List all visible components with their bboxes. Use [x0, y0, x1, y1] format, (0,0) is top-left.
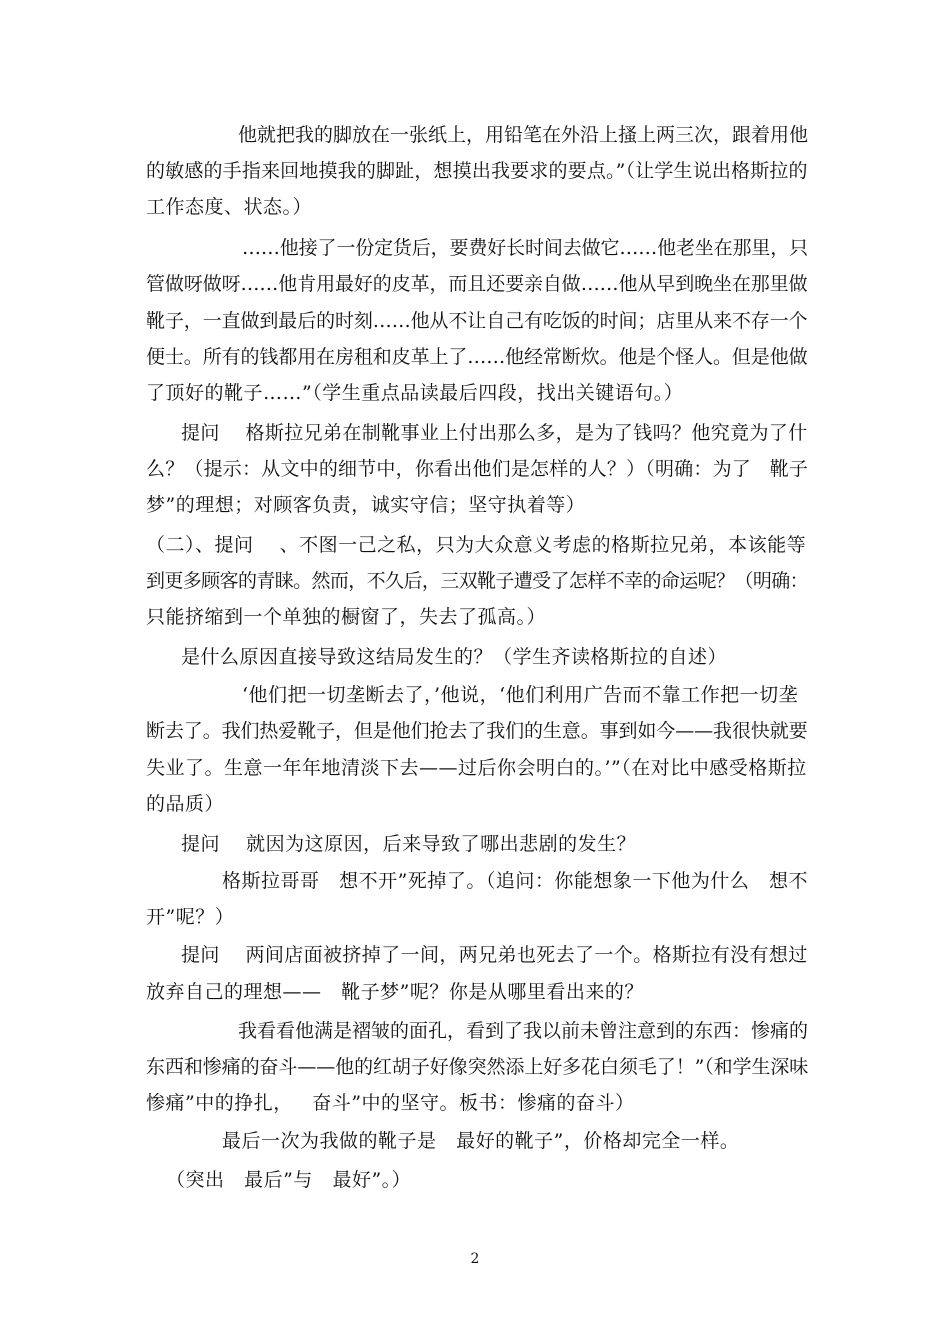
text-line: 管做呀做呀……他肯用最好的皮革，而且还要亲自做……他从早到晚坐在那里做: [146, 273, 808, 295]
text-line: 便士。所有的钱都用在房租和皮革上了……他经常断炊。他是个怪人。但是他做: [146, 346, 808, 368]
text-line: 是什么原因直接导致这结局发生的？（学生齐读格斯拉的自述）: [181, 646, 728, 668]
text-line: 靴子，一直做到最后的时刻……他从不让自己有吃饭的时间；店里从来不存一个: [146, 310, 808, 332]
text-line: 放弃自己的理想—— 靴子梦”呢？你是从哪里看出来的？: [146, 981, 644, 1003]
text-line: 提问 两间店面被挤掉了一间，两兄弟也死去了一个。格斯拉有没有想过: [181, 944, 808, 966]
text-line: 么？（提示：从文中的细节中，你看出他们是怎样的人？）（明确：为了 靴子: [146, 458, 809, 480]
text-line: 失业了。生意一年年地清淡下去——过后你会明白的。’”（在对比中感受格斯拉: [146, 757, 807, 779]
text-line: 最后一次为我做的靴子是 最好的靴子”，价格却完全一样。: [222, 1130, 740, 1152]
text-line: 惨痛”中的挣扎， 奋斗”中的坚守。板书：惨痛的奋斗）: [146, 1092, 635, 1114]
page-number: 2: [470, 1251, 480, 1267]
text-line: （二）、提问 、不图一己之私，只为大众意义考虑的格斯拉兄弟，本该能等: [146, 534, 807, 556]
text-line: 提问 格斯拉兄弟在制靴事业上付出那么多，是为了钱吗？他究竟为了什: [181, 422, 808, 444]
text-line: ‘他们把一切垄断去了，’他说，‘他们利用广告而不靠工作把一切垄: [242, 684, 799, 706]
text-line: 东西和惨痛的奋斗——他的红胡子好像突然添上好多花白须毛了！”（和学生深味: [146, 1056, 809, 1078]
text-line: （突出 最后”与 最好”。）: [166, 1169, 412, 1191]
text-line: 提问 就因为这原因，后来导致了哪出悲剧的发生？: [181, 833, 637, 855]
text-line: 到更多顾客的青睐。然而，不久后，三双靴子遭受了怎样不幸的命运呢？（明确：: [146, 570, 809, 592]
text-line: 格斯拉哥哥 想不开”死掉了。（追问：你能想象一下他为什么 想不: [222, 870, 808, 892]
text-line: 梦”的理想；对顾客负责，诚实守信；坚守执着等）: [146, 494, 586, 516]
text-line: 他就把我的脚放在一张纸上，用铅笔在外沿上搔上两三次，跟着用他: [238, 124, 809, 146]
text-line: 断去了。我们热爱靴子，但是他们抢去了我们的生意。事到如今——我很快就要: [146, 720, 808, 742]
text-line: 只能挤缩到一个单独的橱窗了，失去了孤高。）: [146, 606, 547, 628]
text-line: 了顶好的靴子……”（学生重点品读最后四段，找出关键语句。）: [146, 382, 684, 404]
text-line: 开”呢？）: [146, 906, 235, 928]
text-line: 工作态度、状态。）: [146, 196, 313, 218]
text-line: 的品质）: [146, 793, 225, 815]
text-line: 的敏感的手指来回地摸我的脚趾，想摸出我要求的要点。”（让学生说出格斯拉的: [146, 160, 808, 182]
text-line: ……他接了一份定货后，要费好长时间去做它……他老坐在那里，只: [242, 237, 809, 259]
text-line: 我看看他满是褶皱的面孔，看到了我以前未曾注意到的东西：惨痛的: [238, 1020, 809, 1042]
